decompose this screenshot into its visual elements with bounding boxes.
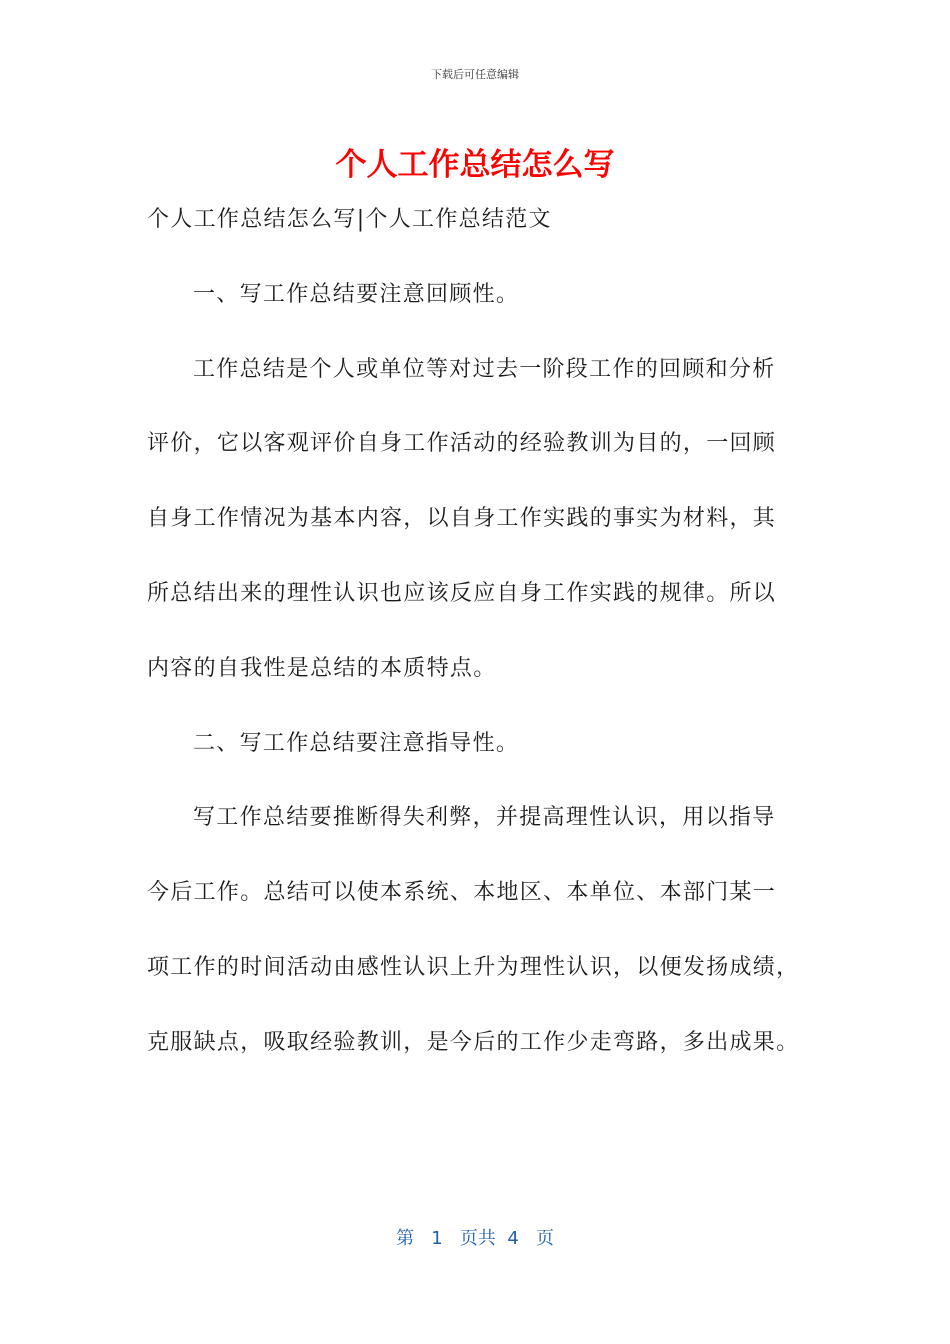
paragraph-line: 写工作总结要推断得失利弊，并提高理性认识，用以指导	[193, 805, 776, 831]
document-title: 个人工作总结怎么写	[335, 147, 615, 183]
paragraph-line: 克服缺点，吸取经验教训，是今后的工作少走弯路，多出成果。	[147, 1029, 800, 1055]
document-body	[147, 197, 807, 1095]
paragraph-line: 所总结出来的理性认识也应该反应自身工作实践的规律。所以	[147, 580, 777, 606]
footer-middle: 页共	[459, 1228, 496, 1249]
paragraph-line: 自身工作情况为基本内容，以自身工作实践的事实为材料，其	[147, 506, 777, 532]
paragraph-line: 内容的自我性是总结的本质特点。	[147, 655, 497, 681]
paragraph-line: 评价，它以客观评价自身工作活动的经验教训为目的，一回顾	[147, 431, 777, 457]
header-note: 下载后可任意编辑	[431, 68, 519, 81]
paragraph-line: 项工作的时间活动由感性认识上升为理性认识，以便发扬成绩，	[147, 954, 800, 980]
paragraph-line: 工作总结是个人或单位等对过去一阶段工作的回顾和分析	[193, 356, 776, 382]
footer-prefix: 第	[396, 1228, 415, 1249]
section-heading: 二、写工作总结要注意指导性。	[193, 730, 520, 756]
document-subtitle: 个人工作总结怎么写|个人工作总结范文	[147, 207, 552, 232]
current-page-number: 1	[431, 1228, 443, 1249]
footer-suffix: 页	[535, 1228, 554, 1249]
total-pages-number: 4	[507, 1228, 519, 1249]
page-footer	[0, 1226, 950, 1252]
section-heading: 一、写工作总结要注意回顾性。	[193, 281, 520, 307]
paragraph-line: 今后工作。总结可以使本系统、本地区、本单位、本部门某一	[147, 880, 777, 906]
